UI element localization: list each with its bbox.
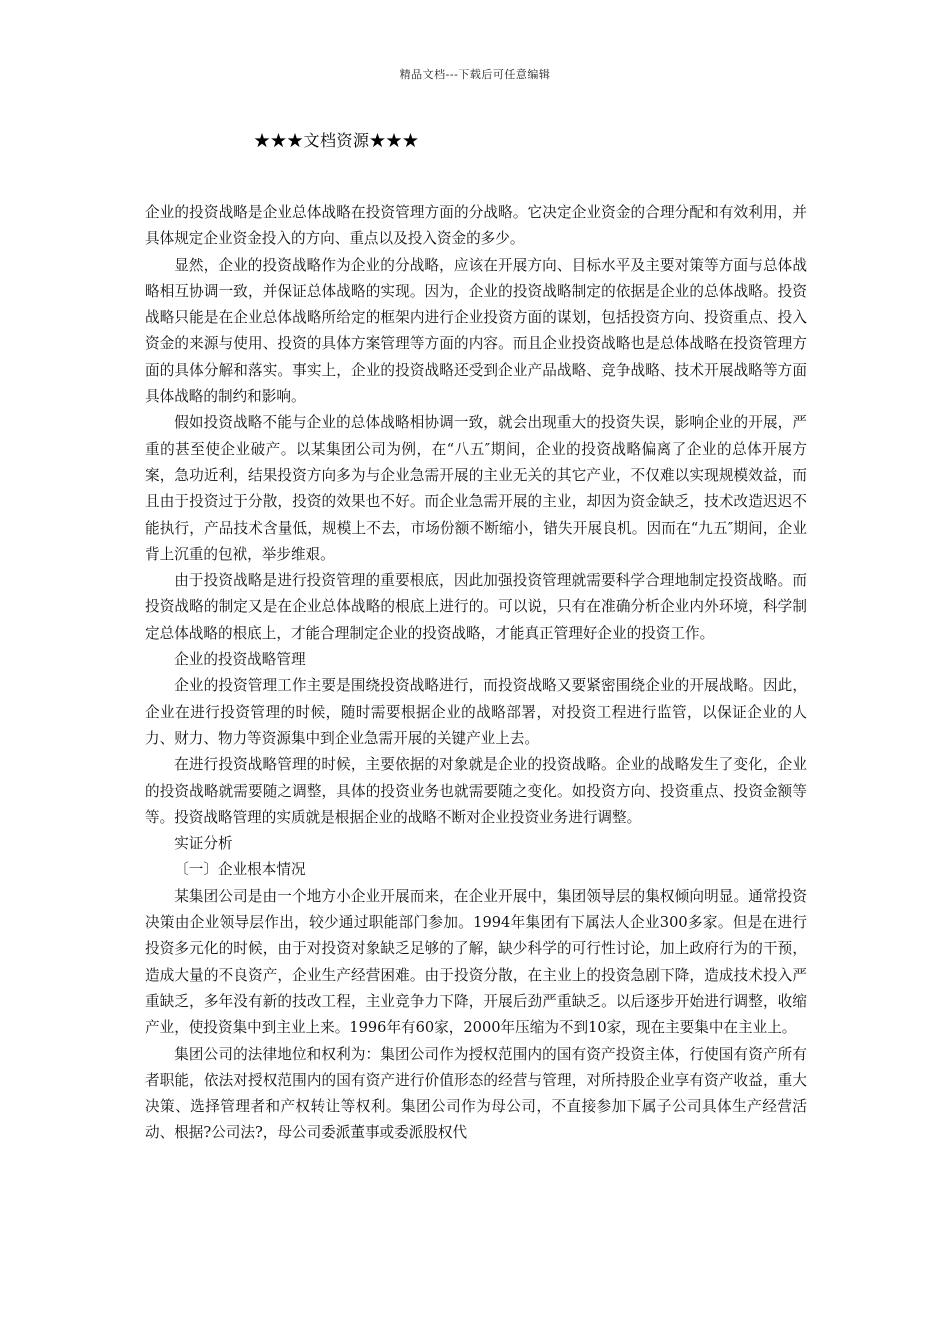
paragraph: 企业的投资管理工作主要是围绕投资战略进行，而投资战略又要紧密围绕企业的开展战略。因此，企业在进行投资管理的时候，随时需要根据企业的战略部署，对投资工程进行监管，以保证企业的人力、财力、物力等资源集中到企业急需开展的关键产业上去。 <box>145 677 807 747</box>
document-body <box>145 200 807 1147</box>
paragraph: 企业的投资战略是企业总体战略在投资管理方面的分战略。它决定企业资金的合理分配和有效利用，并具体规定企业资金投入的方向、重点以及投入资金的多少。 <box>145 204 807 248</box>
paragraph: 在进行投资战略管理的时候，主要依据的对象就是企业的投资战略。企业的战略发生了变化，企业的投资战略就需要随之调整，具体的投资业务也就需要随之变化。如投资方向、投资重点、投资金额等等。投资战略管理的实质就是根据企业的战略不断对企业投资业务进行调整。 <box>145 756 807 826</box>
paragraph: 集团公司的法律地位和权利为：集团公司作为授权范围内的国有资产投资主体，行使国有资产所有者职能，依法对授权范围内的国有资产进行价值形态的经营与管理，对所持股企业享有资产收益，重大决策、选择管理者和产权转让等权利。集团公司作为母公司，不直接参加下属子公司具体生产经营活动、根据?公司法?，母公司委派董事或委派股权代 <box>145 1045 807 1142</box>
page-header: 精品文档---下载后可任意编辑 <box>399 68 551 81</box>
paragraph: 假如投资战略不能与企业的总体战略相协调一致，就会出现重大的投资失误，影响企业的开展，严重的甚至使企业破产。以某集团公司为例，在“八五″期间，企业的投资战略偏离了企业的总体开展方案，急功近利，结果投资方向多为与企业急需开展的主业无关的其它产业，不仅难以实现规模效益，而且由于投资过于分散，投资的效果也不好。而企业急需开展的主业，却因为资金缺乏，技术改造迟迟不能执行，产品技术含量低，规模上不去，市场份额不断缩小，错失开展良机。因而在“九五″期间，企业背上沉重的包袱，举步维艰。 <box>145 414 807 563</box>
doc-source-banner: ★★★文档资源★★★ <box>254 131 420 150</box>
paragraph: 显然，企业的投资战略作为企业的分战略，应该在开展方向、目标水平及主要对策等方面与总体战略相互协调一致，并保证总体战略的实现。因为，企业的投资战略制定的依据是企业的总体战略。投资战略只能是在企业总体战略所给定的框架内进行企业投资方面的谋划，包括投资方向、投资重点、投入资金的来源与使用、投资的具体方案管理等方面的内容。而且企业投资战略也是总体战略在投资管理方面的具体分解和落实。事实上，企业的投资战略还受到企业产品战略、竞争战略、技术开展战略等方面具体战略的制约和影响。 <box>145 256 807 406</box>
paragraph: 由于投资战略是进行投资管理的重要根底，因此加强投资管理就需要科学合理地制定投资战略。而投资战略的制定又是在企业总体战略的根底上进行的。可以说，只有在准确分析企业内外环境，科学制定总体战略的根底上，才能合理制定企业的投资战略，才能真正管理好企业的投资工作。 <box>145 572 807 642</box>
paragraph: 某集团公司是由一个地方小企业开展而来，在企业开展中，集团领导层的集权倾向明显。通常投资决策由企业领导层作出，较少通过职能部门参加。1994年集团有下属法人企业300多家。但是在进行投资多元化的时候，由于对投资对象缺乏足够的了解，缺少科学的可行性讨论，加上政府行为的干预，造成大量的不良资产，企业生产经营困难。由于投资分散，在主业上的投资急剧下降，造成技术投入严重缺乏，多年没有新的技改工程，主业竞争力下降，开展后劲严重缺乏。以后逐步开始进行调整，收缩产业，使投资集中到主业上来。1996年有60家，2000年压缩为不到10家，现在主要集中在主业上。 <box>145 887 807 1037</box>
section-heading: 企业的投资战略管理 <box>174 651 306 669</box>
subsection-heading: 〔一〕企业根本情况 <box>174 861 306 879</box>
section-heading: 实证分析 <box>174 835 233 853</box>
